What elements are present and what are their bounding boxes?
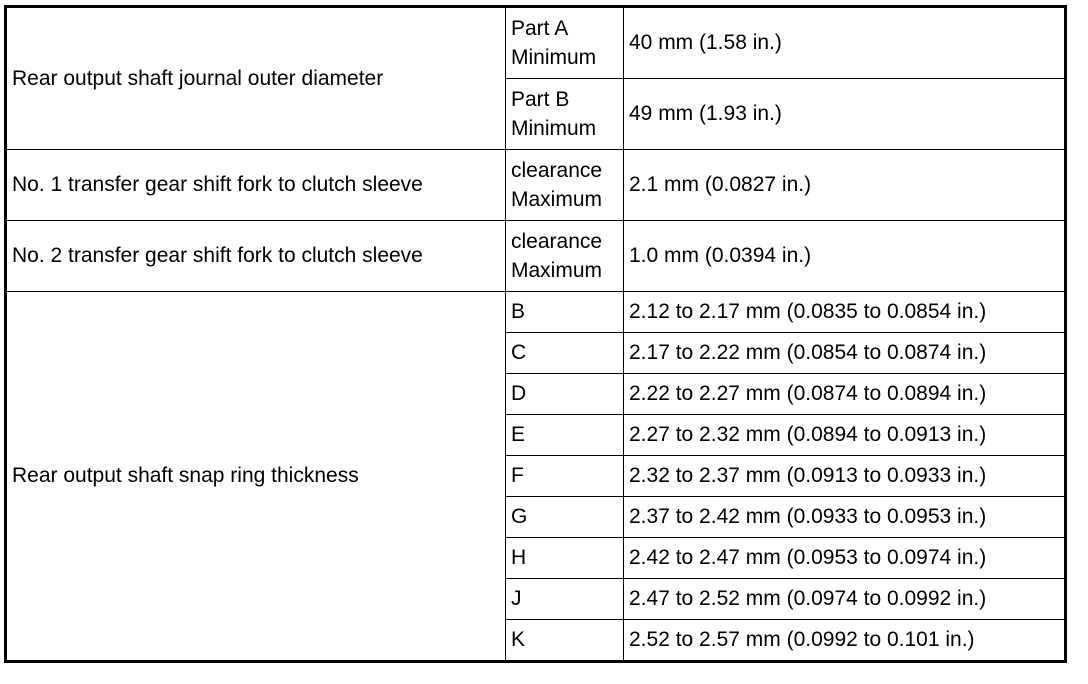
grade-mark: G bbox=[506, 497, 624, 538]
value-cell: 2.47 to 2.52 mm (0.0974 to 0.0992 in.) bbox=[624, 579, 1066, 620]
grade-mark: E bbox=[506, 415, 624, 456]
specification-table bbox=[4, 5, 1067, 663]
qualifier-line: clearance bbox=[511, 230, 603, 253]
value-cell: 1.0 mm (0.0394 in.) bbox=[624, 221, 1066, 292]
qualifier-line: Maximum bbox=[511, 259, 603, 282]
qualifier-line: Minimum bbox=[511, 117, 597, 140]
table-row bbox=[6, 7, 1066, 79]
qualifier-cell bbox=[506, 150, 624, 221]
qualifier-cell bbox=[506, 7, 624, 79]
item-label: No. 2 transfer gear shift fork to clutch sleeve bbox=[6, 221, 506, 292]
table-row bbox=[6, 221, 1066, 292]
value-cell: 2.12 to 2.17 mm (0.0835 to 0.0854 in.) bbox=[624, 292, 1066, 333]
item-label: No. 1 transfer gear shift fork to clutch sleeve bbox=[6, 150, 506, 221]
grade-mark: H bbox=[506, 538, 624, 579]
qualifier-line: Part B bbox=[511, 88, 570, 111]
qualifier-line: Part A bbox=[511, 17, 569, 40]
value-cell: 40 mm (1.58 in.) bbox=[624, 7, 1066, 79]
value-cell: 2.37 to 2.42 mm (0.0933 to 0.0953 in.) bbox=[624, 497, 1066, 538]
value-cell: 2.42 to 2.47 mm (0.0953 to 0.0974 in.) bbox=[624, 538, 1066, 579]
value-cell: 2.52 to 2.57 mm (0.0992 to 0.101 in.) bbox=[624, 620, 1066, 662]
grade-mark: K bbox=[506, 620, 624, 662]
value-cell: 2.27 to 2.32 mm (0.0894 to 0.0913 in.) bbox=[624, 415, 1066, 456]
item-label: Rear output shaft snap ring thickness bbox=[6, 292, 506, 662]
table-row bbox=[6, 292, 1066, 333]
grade-mark: D bbox=[506, 374, 624, 415]
qualifier-cell bbox=[506, 79, 624, 150]
grade-mark: F bbox=[506, 456, 624, 497]
qualifier-line: Maximum bbox=[511, 188, 603, 211]
value-cell: 49 mm (1.93 in.) bbox=[624, 79, 1066, 150]
value-cell: 2.32 to 2.37 mm (0.0913 to 0.0933 in.) bbox=[624, 456, 1066, 497]
qualifier-cell bbox=[506, 221, 624, 292]
grade-mark: B bbox=[506, 292, 624, 333]
qualifier-line: clearance bbox=[511, 159, 603, 182]
item-label: Rear output shaft journal outer diameter bbox=[6, 7, 506, 150]
table-row bbox=[6, 150, 1066, 221]
value-cell: 2.1 mm (0.0827 in.) bbox=[624, 150, 1066, 221]
value-cell: 2.22 to 2.27 mm (0.0874 to 0.0894 in.) bbox=[624, 374, 1066, 415]
qualifier-line: Minimum bbox=[511, 46, 597, 69]
grade-mark: J bbox=[506, 579, 624, 620]
grade-mark: C bbox=[506, 333, 624, 374]
value-cell: 2.17 to 2.22 mm (0.0854 to 0.0874 in.) bbox=[624, 333, 1066, 374]
